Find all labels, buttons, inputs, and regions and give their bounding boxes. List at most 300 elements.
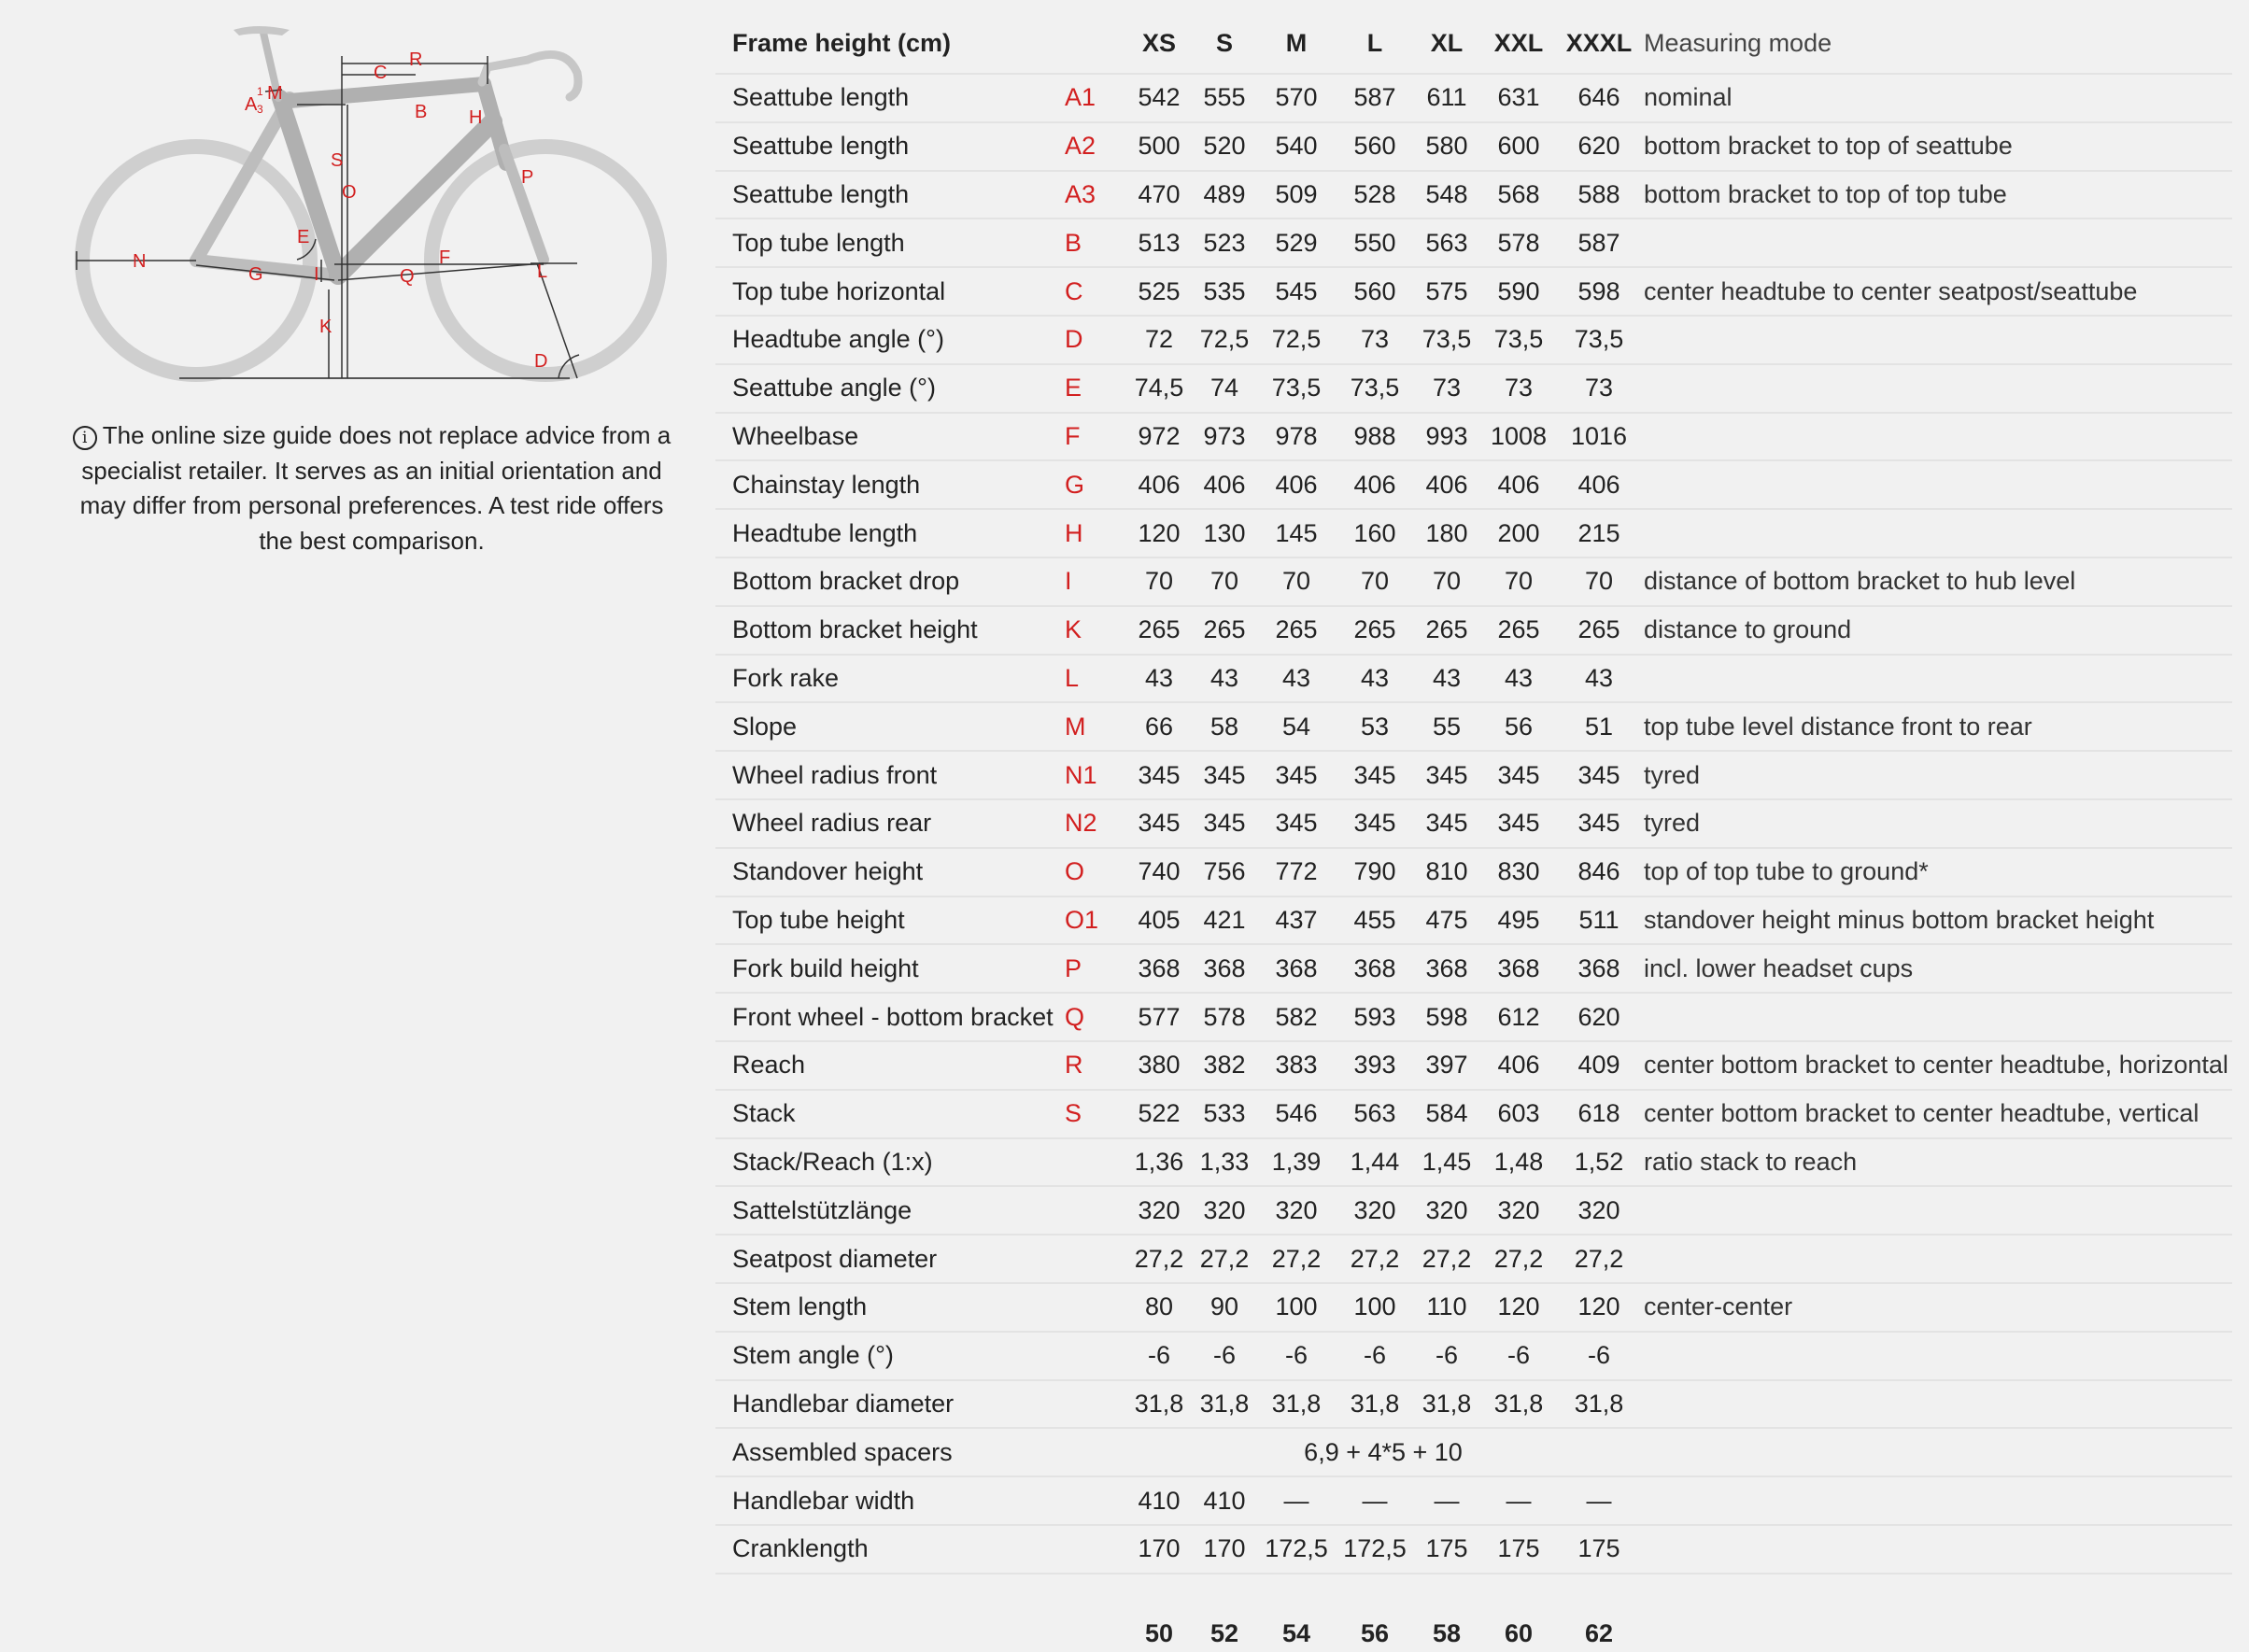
measuring-mode — [1640, 1428, 2232, 1476]
measurement-value: 320 — [1203, 1195, 1246, 1224]
measurement-value: 612 — [1497, 1002, 1540, 1031]
measurement-value: 545 — [1275, 276, 1318, 305]
measuring-mode: center-center — [1644, 1292, 1793, 1321]
table-body — [715, 74, 2232, 1574]
measurement-code: N1 — [1065, 760, 1097, 789]
measurement-value: 756 — [1203, 857, 1246, 886]
measurement-name: Sattelstützlänge — [732, 1195, 912, 1224]
measurement-code: N2 — [1065, 809, 1097, 838]
label-B: B — [415, 102, 428, 122]
measurement-value: 475 — [1425, 905, 1468, 934]
measurement-value: 598 — [1577, 276, 1620, 305]
measurement-value: -6 — [1147, 1341, 1170, 1370]
measurement-value: 265 — [1497, 615, 1540, 644]
measurement-value: 470 — [1138, 179, 1181, 208]
measurement-value: 542 — [1138, 83, 1181, 112]
measurement-value: 509 — [1275, 179, 1318, 208]
measurement-value: 130 — [1203, 518, 1246, 547]
measurement-value: 31,8 — [1271, 1389, 1322, 1418]
measurement-value: 397 — [1425, 1051, 1468, 1080]
measuring-mode: bottom bracket to top of top tube — [1644, 179, 2007, 208]
measurement-name: Reach — [732, 1051, 806, 1080]
measurement-code: K — [1065, 615, 1082, 644]
measurement-value: 563 — [1353, 1099, 1396, 1128]
measurement-value: -6 — [1284, 1341, 1308, 1370]
measurement-value: 70 — [1584, 567, 1614, 596]
measurement-code — [1061, 1138, 1126, 1187]
measurement-name: Top tube horizontal — [732, 276, 946, 305]
measurement-value: 70 — [1281, 567, 1311, 596]
measurement-value: 580 — [1425, 132, 1468, 161]
measurement-name: Seattube length — [732, 132, 910, 161]
measurement-value: 548 — [1425, 179, 1468, 208]
table-row — [715, 122, 2232, 171]
measurement-value: 51 — [1584, 712, 1614, 741]
measurement-value: 588 — [1577, 179, 1620, 208]
frame-height-header: Frame height (cm) — [732, 28, 952, 57]
measurement-value: 345 — [1203, 809, 1246, 838]
measurement-value: 406 — [1353, 470, 1396, 499]
measurement-value: 578 — [1203, 1002, 1246, 1031]
measurement-name: Wheel radius front — [732, 760, 938, 789]
measurement-value: 70 — [1504, 567, 1534, 596]
table-row — [715, 606, 2232, 655]
measurement-value: 320 — [1275, 1195, 1318, 1224]
measuring-mode — [1640, 655, 2232, 703]
measurement-value: 345 — [1497, 760, 1540, 789]
measurement-code: I — [1065, 567, 1072, 596]
table-row — [715, 944, 2232, 993]
measurement-code — [1061, 1332, 1126, 1380]
measurement-name: Cranklength — [732, 1534, 869, 1563]
table-row — [715, 74, 2232, 122]
measurement-code: E — [1065, 374, 1082, 402]
measuring-mode — [1640, 460, 2232, 509]
measurement-value: 320 — [1138, 1195, 1181, 1224]
measuring-mode: tyred — [1644, 809, 1701, 838]
measurement-value: 406 — [1138, 470, 1181, 499]
label-N: N — [133, 251, 147, 272]
measurement-value: 570 — [1275, 83, 1318, 112]
measurement-name: Stack — [732, 1099, 796, 1128]
measurement-code: F — [1065, 421, 1081, 450]
measuring-mode: top tube level distance front to rear — [1644, 712, 2032, 741]
measurement-value: 345 — [1353, 760, 1396, 789]
frame-size-cm: 50 — [1144, 1618, 1174, 1647]
measurement-value: 560 — [1353, 132, 1396, 161]
measurement-value: 563 — [1425, 228, 1468, 257]
label-L: L — [537, 261, 548, 282]
measurement-value: 120 — [1577, 1292, 1620, 1321]
measurement-name: Assembled spacers — [732, 1437, 953, 1466]
measurement-name: Headtube length — [732, 518, 918, 547]
measurement-value: 382 — [1203, 1051, 1246, 1080]
footer-spacer — [1061, 1574, 1126, 1652]
table-row — [715, 413, 2232, 461]
measurement-value: 345 — [1138, 760, 1181, 789]
label-A1: 1 — [257, 85, 263, 98]
measurement-value: 27,2 — [1350, 1244, 1400, 1273]
measurement-code: P — [1065, 953, 1082, 982]
measurement-value: 600 — [1497, 132, 1540, 161]
measuring-mode — [1640, 1186, 2232, 1235]
measurement-value: 43 — [1360, 663, 1390, 692]
measurement-value: 345 — [1203, 760, 1246, 789]
measurement-name: Fork build height — [732, 953, 919, 982]
frame-size-cm: 56 — [1360, 1618, 1390, 1647]
measurement-code: G — [1065, 470, 1085, 499]
measurement-name: Chainstay length — [732, 470, 921, 499]
measurement-value: 409 — [1577, 1051, 1620, 1080]
measurement-value: 73,5 — [1271, 374, 1322, 402]
measurement-value: 618 — [1577, 1099, 1620, 1128]
measurement-value: 27,2 — [1134, 1244, 1184, 1273]
table-row — [715, 751, 2232, 799]
measurement-value: 170 — [1203, 1534, 1246, 1563]
measurement-value: 437 — [1275, 905, 1318, 934]
measurement-code: O — [1065, 857, 1085, 886]
measurement-code: C — [1065, 276, 1083, 305]
measurement-value: 790 — [1353, 857, 1396, 886]
measurement-value: 73 — [1360, 325, 1390, 354]
measurement-value: 43 — [1504, 663, 1534, 692]
measurement-name: Bottom bracket height — [732, 615, 978, 644]
measurement-value: 421 — [1203, 905, 1246, 934]
table-row — [715, 1283, 2232, 1332]
measurement-code — [1061, 1476, 1126, 1525]
measurement-value: 27,2 — [1574, 1244, 1624, 1273]
measurement-value: 80 — [1144, 1292, 1174, 1321]
measurement-value: 73 — [1432, 374, 1462, 402]
measurement-value: 500 — [1138, 132, 1181, 161]
measurement-value: 265 — [1275, 615, 1318, 644]
frame-size-cm: 52 — [1209, 1618, 1239, 1647]
measurement-value: 172,5 — [1343, 1534, 1407, 1563]
measurement-value: 43 — [1584, 663, 1614, 692]
table-row — [715, 1380, 2232, 1429]
frame-size-cm: 62 — [1584, 1618, 1614, 1647]
measurement-value: 631 — [1497, 83, 1540, 112]
measurement-value: — — [1362, 1486, 1388, 1515]
label-P: P — [521, 167, 534, 188]
size-header-xxl: XXL — [1493, 28, 1544, 57]
measuring-mode: distance to ground — [1644, 615, 1852, 644]
measurement-value: 120 — [1497, 1292, 1540, 1321]
measurement-value: 345 — [1577, 809, 1620, 838]
measurement-value: 70 — [1432, 567, 1462, 596]
measurement-value: -6 — [1587, 1341, 1610, 1370]
measurement-name: Wheel radius rear — [732, 809, 932, 838]
measurement-name: Stack/Reach (1:x) — [732, 1147, 933, 1176]
measuring-mode — [1640, 1332, 2232, 1380]
measurement-value: 380 — [1138, 1051, 1181, 1080]
size-header-xl: XL — [1430, 28, 1464, 57]
measurement-value: 368 — [1275, 953, 1318, 982]
measurement-value: 6,9 + 4*5 + 10 — [1304, 1437, 1463, 1466]
measurement-value: 1,33 — [1199, 1147, 1250, 1176]
measurement-code: H — [1065, 518, 1083, 547]
measurement-name: Handlebar width — [732, 1486, 915, 1515]
measurement-value: 27,2 — [1422, 1244, 1472, 1273]
label-G: G — [248, 264, 263, 285]
label-R: R — [409, 49, 423, 70]
measurement-value: -6 — [1212, 1341, 1236, 1370]
measurement-value: 43 — [1281, 663, 1311, 692]
label-A3: 3 — [257, 103, 263, 116]
measurement-value: 170 — [1138, 1534, 1181, 1563]
footer-spacer — [715, 1574, 1061, 1652]
footer-spacer — [1640, 1574, 2232, 1652]
measurement-code — [1061, 1525, 1126, 1574]
measurement-value: 511 — [1578, 905, 1620, 934]
measurement-value: 175 — [1425, 1534, 1468, 1563]
measurement-value: 43 — [1209, 663, 1239, 692]
measurement-value: 73 — [1504, 374, 1534, 402]
measuring-mode — [1640, 509, 2232, 558]
measurement-value: 172,5 — [1265, 1534, 1328, 1563]
measurement-value: 368 — [1577, 953, 1620, 982]
measurement-name: Seattube length — [732, 83, 910, 112]
measurement-value: 1,36 — [1134, 1147, 1184, 1176]
table-row — [715, 897, 2232, 945]
measurement-value: 590 — [1497, 276, 1540, 305]
measurement-name: Seattube length — [732, 179, 910, 208]
measurement-value: 320 — [1425, 1195, 1468, 1224]
measuring-mode — [1640, 316, 2232, 364]
table-row — [715, 1476, 2232, 1525]
table-row — [715, 316, 2232, 364]
measurement-value: 70 — [1360, 567, 1390, 596]
table-row — [715, 1428, 2232, 1476]
measurement-value: 368 — [1497, 953, 1540, 982]
measurement-value: 345 — [1275, 760, 1318, 789]
table-row — [715, 993, 2232, 1041]
measurement-value: 66 — [1144, 712, 1174, 741]
measurement-value: — — [1586, 1486, 1612, 1515]
measurement-value: 383 — [1275, 1051, 1318, 1080]
measuring-mode — [1640, 364, 2232, 413]
measurement-code: R — [1065, 1051, 1083, 1080]
measuring-mode — [1640, 1525, 2232, 1574]
label-M: M — [267, 83, 283, 104]
measuring-mode — [1640, 993, 2232, 1041]
measurement-value: 603 — [1497, 1099, 1540, 1128]
measurement-value: 53 — [1360, 712, 1390, 741]
measurement-name: Slope — [732, 712, 798, 741]
measurement-value: 320 — [1577, 1195, 1620, 1224]
measurement-value: 100 — [1275, 1292, 1318, 1321]
measurement-value: 72,5 — [1199, 325, 1250, 354]
measurement-value: 593 — [1353, 1002, 1396, 1031]
measurement-value: 410 — [1138, 1486, 1181, 1515]
measurement-value: 406 — [1577, 470, 1620, 499]
measurement-code — [1061, 1186, 1126, 1235]
label-K: K — [319, 317, 332, 337]
measurement-value: 772 — [1275, 857, 1318, 886]
measurement-value: 410 — [1203, 1486, 1246, 1515]
table-row — [715, 171, 2232, 219]
measuring-mode — [1640, 1235, 2232, 1283]
size-header-l: L — [1366, 28, 1383, 57]
measurement-value: 90 — [1209, 1292, 1239, 1321]
measurement-value: 320 — [1353, 1195, 1396, 1224]
measurement-value: 550 — [1353, 228, 1396, 257]
label-E: E — [297, 227, 310, 247]
measurement-value: 620 — [1577, 132, 1620, 161]
measurement-value: 31,8 — [1422, 1389, 1472, 1418]
measurement-value: 575 — [1425, 276, 1468, 305]
label-C: C — [374, 63, 388, 83]
measurement-value: 27,2 — [1493, 1244, 1544, 1273]
table-row — [715, 219, 2232, 267]
measurement-name: Top tube length — [732, 228, 905, 257]
measurement-value: 513 — [1138, 228, 1181, 257]
measurement-value: 110 — [1426, 1292, 1467, 1321]
table-row — [715, 364, 2232, 413]
measurement-value: 73,5 — [1422, 325, 1472, 354]
measurement-value: 72,5 — [1271, 325, 1322, 354]
measurement-value: 489 — [1203, 179, 1246, 208]
measurement-value: 978 — [1275, 421, 1318, 450]
table-row — [715, 1332, 2232, 1380]
measurement-value: 598 — [1425, 1002, 1468, 1031]
measurement-value: 533 — [1203, 1099, 1246, 1128]
measurement-value: 74,5 — [1134, 374, 1184, 402]
measurement-value: 393 — [1353, 1051, 1396, 1080]
measurement-value: 568 — [1497, 179, 1540, 208]
label-S: S — [331, 150, 344, 171]
measurement-name: Seatpost diameter — [732, 1244, 938, 1273]
measurement-name: Seattube angle (°) — [732, 374, 936, 402]
measurement-value: 31,8 — [1493, 1389, 1544, 1418]
measuring-mode — [1640, 1380, 2232, 1429]
size-header-m: M — [1285, 28, 1308, 57]
geometry-table — [715, 13, 2232, 1652]
measuring-mode: center bottom bracket to center headtube, horizontal — [1644, 1051, 2228, 1080]
measurement-value: 988 — [1353, 421, 1396, 450]
measurement-value: 646 — [1577, 83, 1620, 112]
measurement-value: 265 — [1353, 615, 1396, 644]
measurement-value: 555 — [1203, 83, 1246, 112]
label-F: F — [439, 247, 451, 268]
measurement-value: 180 — [1425, 518, 1468, 547]
measurement-value: 846 — [1577, 857, 1620, 886]
size-header-xs: XS — [1141, 28, 1177, 57]
label-A: A — [245, 94, 258, 115]
measurement-code: A1 — [1065, 83, 1096, 112]
measurement-name: Headtube angle (°) — [732, 325, 944, 354]
measuring-mode: center headtube to center seatpost/seattube — [1644, 276, 2138, 305]
measurement-value: 345 — [1353, 809, 1396, 838]
measurement-value: 55 — [1432, 712, 1462, 741]
measurement-name: Fork rake — [732, 663, 840, 692]
measurement-value: 73,5 — [1493, 325, 1544, 354]
measurement-value: 31,8 — [1574, 1389, 1624, 1418]
measurement-value: 27,2 — [1271, 1244, 1322, 1273]
measurement-value: 528 — [1353, 179, 1396, 208]
measurement-value: 406 — [1203, 470, 1246, 499]
measurement-value: 175 — [1497, 1534, 1540, 1563]
measurement-value: 120 — [1138, 518, 1181, 547]
table-row — [715, 267, 2232, 316]
measurement-value: 368 — [1203, 953, 1246, 982]
measurement-value: 620 — [1577, 1002, 1620, 1031]
label-O: O — [342, 182, 357, 203]
measurement-value: 540 — [1275, 132, 1318, 161]
measurement-value: 578 — [1497, 228, 1540, 257]
measurement-value: 31,8 — [1134, 1389, 1184, 1418]
measurement-value: 1008 — [1490, 421, 1548, 450]
measurement-value: 587 — [1577, 228, 1620, 257]
measurement-value: 345 — [1138, 809, 1181, 838]
measurement-value: 406 — [1497, 1051, 1540, 1080]
measurement-code: Q — [1065, 1002, 1085, 1031]
table-row — [715, 460, 2232, 509]
measurement-value: 406 — [1275, 470, 1318, 499]
measurement-name: Top tube height — [732, 905, 905, 934]
measurement-value: 56 — [1504, 712, 1534, 741]
measurement-value: 43 — [1144, 663, 1174, 692]
measurement-value: 73,5 — [1350, 374, 1400, 402]
measuring-mode — [1640, 219, 2232, 267]
measurement-value: — — [1506, 1486, 1532, 1515]
measurement-value: 405 — [1138, 905, 1181, 934]
measurement-code: O1 — [1065, 905, 1099, 934]
measurement-value: 582 — [1275, 1002, 1318, 1031]
measurement-value: 265 — [1203, 615, 1246, 644]
measurement-value: 175 — [1577, 1534, 1620, 1563]
measurement-value: — — [1434, 1486, 1460, 1515]
measurement-value: 830 — [1497, 857, 1540, 886]
measurement-value: 70 — [1144, 567, 1174, 596]
measurement-code — [1061, 1235, 1126, 1283]
measurement-value: 495 — [1497, 905, 1540, 934]
measurement-name: Front wheel - bottom bracket — [732, 1002, 1054, 1031]
measuring-mode — [1640, 413, 2232, 461]
measurement-value: 522 — [1138, 1099, 1181, 1128]
measurement-value: 455 — [1353, 905, 1396, 934]
measuring-mode-header: Measuring mode — [1644, 28, 1832, 57]
measuring-mode: tyred — [1644, 760, 1701, 789]
measurement-code: B — [1065, 228, 1082, 257]
measurement-value: 160 — [1353, 518, 1396, 547]
measurement-value: 529 — [1275, 228, 1318, 257]
measurement-code: M — [1065, 712, 1086, 741]
measurement-value: 320 — [1497, 1195, 1540, 1224]
measurement-value: 200 — [1497, 518, 1540, 547]
measurement-value: 523 — [1203, 228, 1246, 257]
measurement-code: S — [1065, 1099, 1082, 1128]
measurement-value: — — [1283, 1486, 1309, 1515]
measurement-name: Stem angle (°) — [732, 1341, 894, 1370]
measurement-value: 54 — [1281, 712, 1311, 741]
measuring-mode: nominal — [1644, 83, 1733, 112]
measurement-value: -6 — [1435, 1341, 1458, 1370]
table-row — [715, 799, 2232, 848]
size-header-xxxl: XXXL — [1565, 28, 1633, 57]
measurement-value: 810 — [1425, 857, 1468, 886]
measurement-value: 345 — [1577, 760, 1620, 789]
measurement-name: Standover height — [732, 857, 924, 886]
code-header — [1061, 13, 1126, 74]
measurement-value: 368 — [1353, 953, 1396, 982]
table-row — [715, 1235, 2232, 1283]
measurement-value: 73 — [1584, 374, 1614, 402]
measurement-value: 740 — [1138, 857, 1181, 886]
size-header-s: S — [1215, 28, 1233, 57]
measurement-value: 345 — [1425, 809, 1468, 838]
measuring-mode: standover height minus bottom bracket height — [1644, 905, 2155, 934]
